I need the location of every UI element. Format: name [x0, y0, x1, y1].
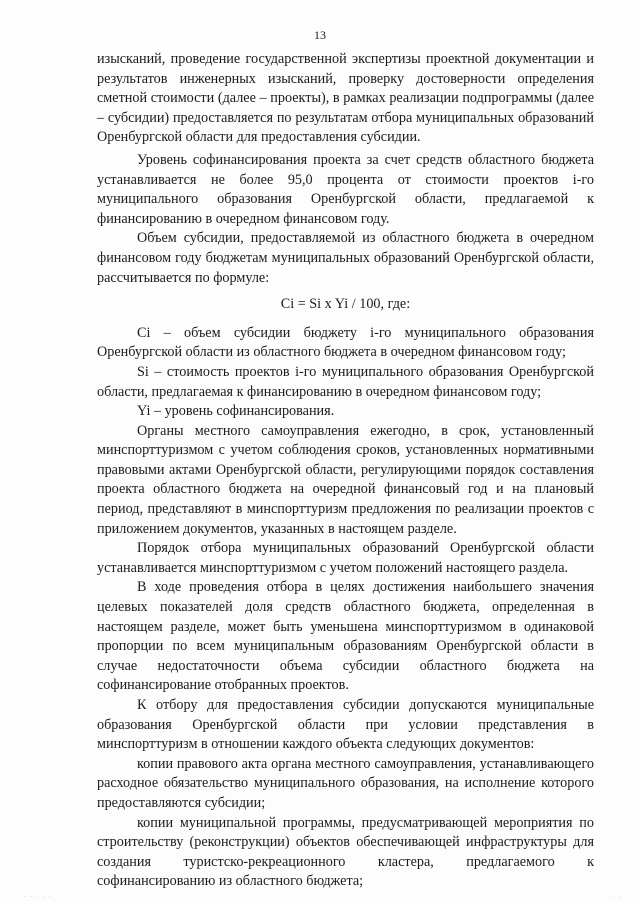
paragraph-admission-conditions: К отбору для предоставления субсидии допускаются муниципальные образования Оренбургской области при условии представления в минспорттуризм в отношении каждого объекта следующих документов:: [97, 697, 594, 753]
list-item-municipal-program-copy: копии муниципальной программы, предусматривающей мероприятия по строительству (реконструкции) объектов обеспечивающей инфраструктуры для создания туристско-рекреационного кластера, предлагаемого к софинансированию из областного бюджета;: [97, 814, 594, 890]
page-number: 13: [314, 28, 326, 42]
paragraph-local-authorities: Органы местного самоуправления ежегодно, в срок, установленный минспорттуризмом с учетом соблюдения сроков, установленных нормативными правовыми актами Оренбургской области, регулирующими порядок составления проекта областного бюджета на очередной финансовый год и на плановый период, представляют в минспорттуризм предложения по реализации проектов с приложением документов, указанных в настоящем разделе.: [97, 422, 594, 537]
list-item-legal-act-copy: копии правового акта органа местного самоуправления, устанавливающего расходное обязательство муниципального образования, на исполнение которого предоставляются субсидии;: [97, 755, 594, 811]
scan-artifact-right: · ·: [612, 893, 622, 901]
scan-artifact-left: · · · · ·: [24, 893, 52, 901]
paragraph-cofinancing-level: Уровень софинансирования проекта за счет средств областного бюджета устанавливается не более 95,0 процента от стоимости проектов i-го муниципального образования Оренбургской области, предлагаемой к финансированию в очередном финансовом году.: [97, 151, 594, 227]
paragraph-selection-procedure: Порядок отбора муниципальных образований Оренбургской области устанавливается минспорттуризмом с учетом положений настоящего раздела.: [97, 540, 594, 576]
paragraph-selection-reduction: В ходе проведения отбора в целях достижения наибольшего значения целевых показателей доля средств областного бюджета, определенная в настоящем разделе, может быть уменьшена минспорттуризмом в одинаковой пропорции по всем муниципальным образованиям Оренбургской области в случае недостаточности объема субсидии областного бюджета на софинансирование отобранных проектов.: [97, 579, 594, 694]
formula-definition-ci: Ci – объем субсидии бюджету i-го муниципального образования Оренбургской области из областного бюджета в очередном финансовом году;: [97, 324, 594, 361]
paragraph-subsidy-volume: Объем субсидии, предоставляемой из областного бюджета в очередном финансовом году бюджетам муниципальных образований Оренбургской области, рассчитывается по формуле:: [97, 230, 594, 286]
subsidy-formula: Ci = Si x Yi / 100, где:: [280, 296, 411, 313]
paragraph-continuation: изысканий, проведение государственной экспертизы проектной документации и результатов инженерных изысканий, проверку достоверности определения сметной стоимости (далее – проекты), в рамках реализации подпрограммы (далее – субсидии) предоставляется по результатам отбора муниципальных образований Оренбургской области для предоставления субсидии.: [97, 51, 594, 146]
formula-definition-yi: Yi – уровень софинансирования.: [137, 403, 335, 420]
document-body: [97, 50, 594, 892]
formula-definition-si: Si – стоимость проектов i-го муниципального образования Оренбургской области, предлагаемая к финансированию в очередном финансовом году;: [97, 363, 594, 400]
